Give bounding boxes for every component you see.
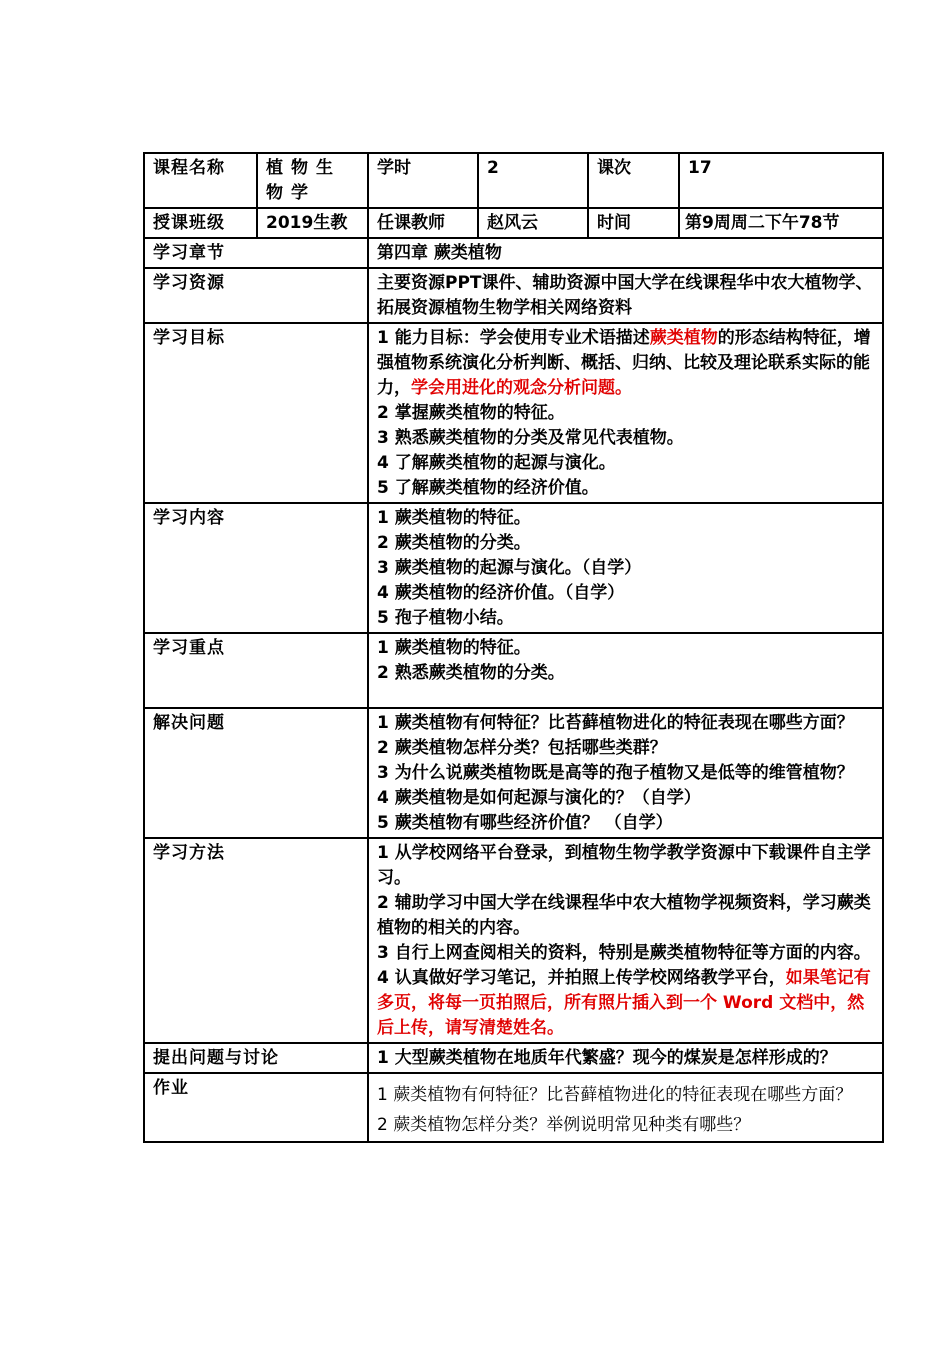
homework-item: 1 蕨类植物有何特征？比苔藓植物进化的特征表现在哪些方面？ <box>377 1085 853 1105</box>
class-label: 授课班级 <box>144 208 257 238</box>
teacher-value: 赵风云 <box>478 208 588 238</box>
objectives-label: 学习目标 <box>144 323 368 503</box>
objective-item: 3 熟悉蕨类植物的分类及常见代表植物。 <box>377 428 684 448</box>
row-problems <box>144 708 883 838</box>
chapter-value: 第四章 蕨类植物 <box>368 238 883 268</box>
content-item: 3 蕨类植物的起源与演化。（自学） <box>377 558 642 578</box>
discussion-label: 提出问题与讨论 <box>144 1043 368 1073</box>
focus-item: 2 熟悉蕨类植物的分类。 <box>377 663 565 683</box>
row-discussion <box>144 1043 883 1073</box>
objective-item: 4 了解蕨类植物的起源与演化。 <box>377 453 616 473</box>
session-label: 课次 <box>588 153 679 208</box>
row-resources <box>144 268 883 323</box>
problems-value <box>368 708 883 838</box>
hours-label: 学时 <box>368 153 478 208</box>
resources-value: 主要资源PPT课件、辅助资源中国大学在线课程华中农大植物学、拓展资源植物生物学相关网络资料 <box>368 268 883 323</box>
course-name-value: 植物生物学 <box>257 153 368 208</box>
row-class <box>144 208 883 238</box>
chapter-label: 学习章节 <box>144 238 368 268</box>
homework-label: 作业 <box>144 1073 368 1142</box>
row-objectives <box>144 323 883 503</box>
focus-value <box>368 633 883 708</box>
row-methods <box>144 838 883 1043</box>
row-content <box>144 503 883 633</box>
content-item: 5 孢子植物小结。 <box>377 608 514 628</box>
methods-value <box>368 838 883 1043</box>
row-chapter <box>144 238 883 268</box>
highlight-text: 蕨类植物 <box>649 328 718 348</box>
homework-value <box>368 1073 883 1142</box>
problem-item: 5 蕨类植物有哪些经济价值？ （自学） <box>377 813 673 833</box>
resources-label: 学习资源 <box>144 268 368 323</box>
homework-item: 2 蕨类植物怎样分类？举例说明常见种类有哪些？ <box>377 1115 751 1135</box>
hours-value: 2 <box>478 153 588 208</box>
row-course <box>144 153 883 208</box>
content-label: 学习内容 <box>144 503 368 633</box>
highlight-text: 如果笔记有多页，将每一页拍照后，所有照片插入到一个 Word 文档中，然后上传，请写清楚姓名。 <box>377 968 871 1038</box>
method-item-4: 4 认真做好学习笔记，并拍照上传学校网络教学平台，如果笔记有多页，将每一页拍照后，所有照片插入到一个 Word 文档中，然后上传，请写清楚姓名。 <box>377 968 871 1038</box>
teacher-label: 任课教师 <box>368 208 478 238</box>
method-item: 2 辅助学习中国大学在线课程华中农大植物学视频资料，学习蕨类植物的相关的内容。 <box>377 893 871 938</box>
content-item: 1 蕨类植物的特征。 <box>377 508 531 528</box>
focus-label: 学习重点 <box>144 633 368 708</box>
course-name-label: 课程名称 <box>144 153 257 208</box>
discussion-value: 1 大型蕨类植物在地质年代繁盛？现今的煤炭是怎样形成的？ <box>368 1043 883 1073</box>
problem-item: 4 蕨类植物是如何起源与演化的？（自学） <box>377 788 701 808</box>
lesson-plan-table <box>143 152 884 1143</box>
objective-item: 5 了解蕨类植物的经济价值。 <box>377 478 599 498</box>
method-item: 3 自行上网查阅相关的资料，特别是蕨类植物特征等方面的内容。 <box>377 943 871 963</box>
problem-item: 1 蕨类植物有何特征？比苔藓植物进化的特征表现在哪些方面？ <box>377 713 854 733</box>
method-item: 1 从学校网络平台登录，到植物生物学教学资源中下载课件自主学习。 <box>377 843 871 888</box>
row-focus <box>144 633 883 708</box>
objective-item: 2 掌握蕨类植物的特征。 <box>377 403 565 423</box>
content-value <box>368 503 883 633</box>
problems-label: 解决问题 <box>144 708 368 838</box>
highlight-text: 学会用进化的观念分析问题。 <box>411 378 632 398</box>
time-value: 第9周周二下午78节 <box>679 208 883 238</box>
session-value: 17 <box>679 153 883 208</box>
row-homework <box>144 1073 883 1142</box>
time-label: 时间 <box>588 208 679 238</box>
methods-label: 学习方法 <box>144 838 368 1043</box>
problem-item: 2 蕨类植物怎样分类？包括哪些类群？ <box>377 738 667 758</box>
objectives-value <box>368 323 883 503</box>
class-value: 2019生教 <box>257 208 368 238</box>
content-item: 2 蕨类植物的分类。 <box>377 533 531 553</box>
problem-item: 3 为什么说蕨类植物既是高等的孢子植物又是低等的维管植物？ <box>377 763 854 783</box>
content-item: 4 蕨类植物的经济价值。（自学） <box>377 583 625 603</box>
objective-item-1: 1 能力目标：学会使用专业术语描述蕨类植物的形态结构特征，增强植物系统演化分析判断、概括、归纳、比较及理论联系实际的能力，学会用进化的观念分析问题。 <box>377 328 871 398</box>
focus-item: 1 蕨类植物的特征。 <box>377 638 531 658</box>
